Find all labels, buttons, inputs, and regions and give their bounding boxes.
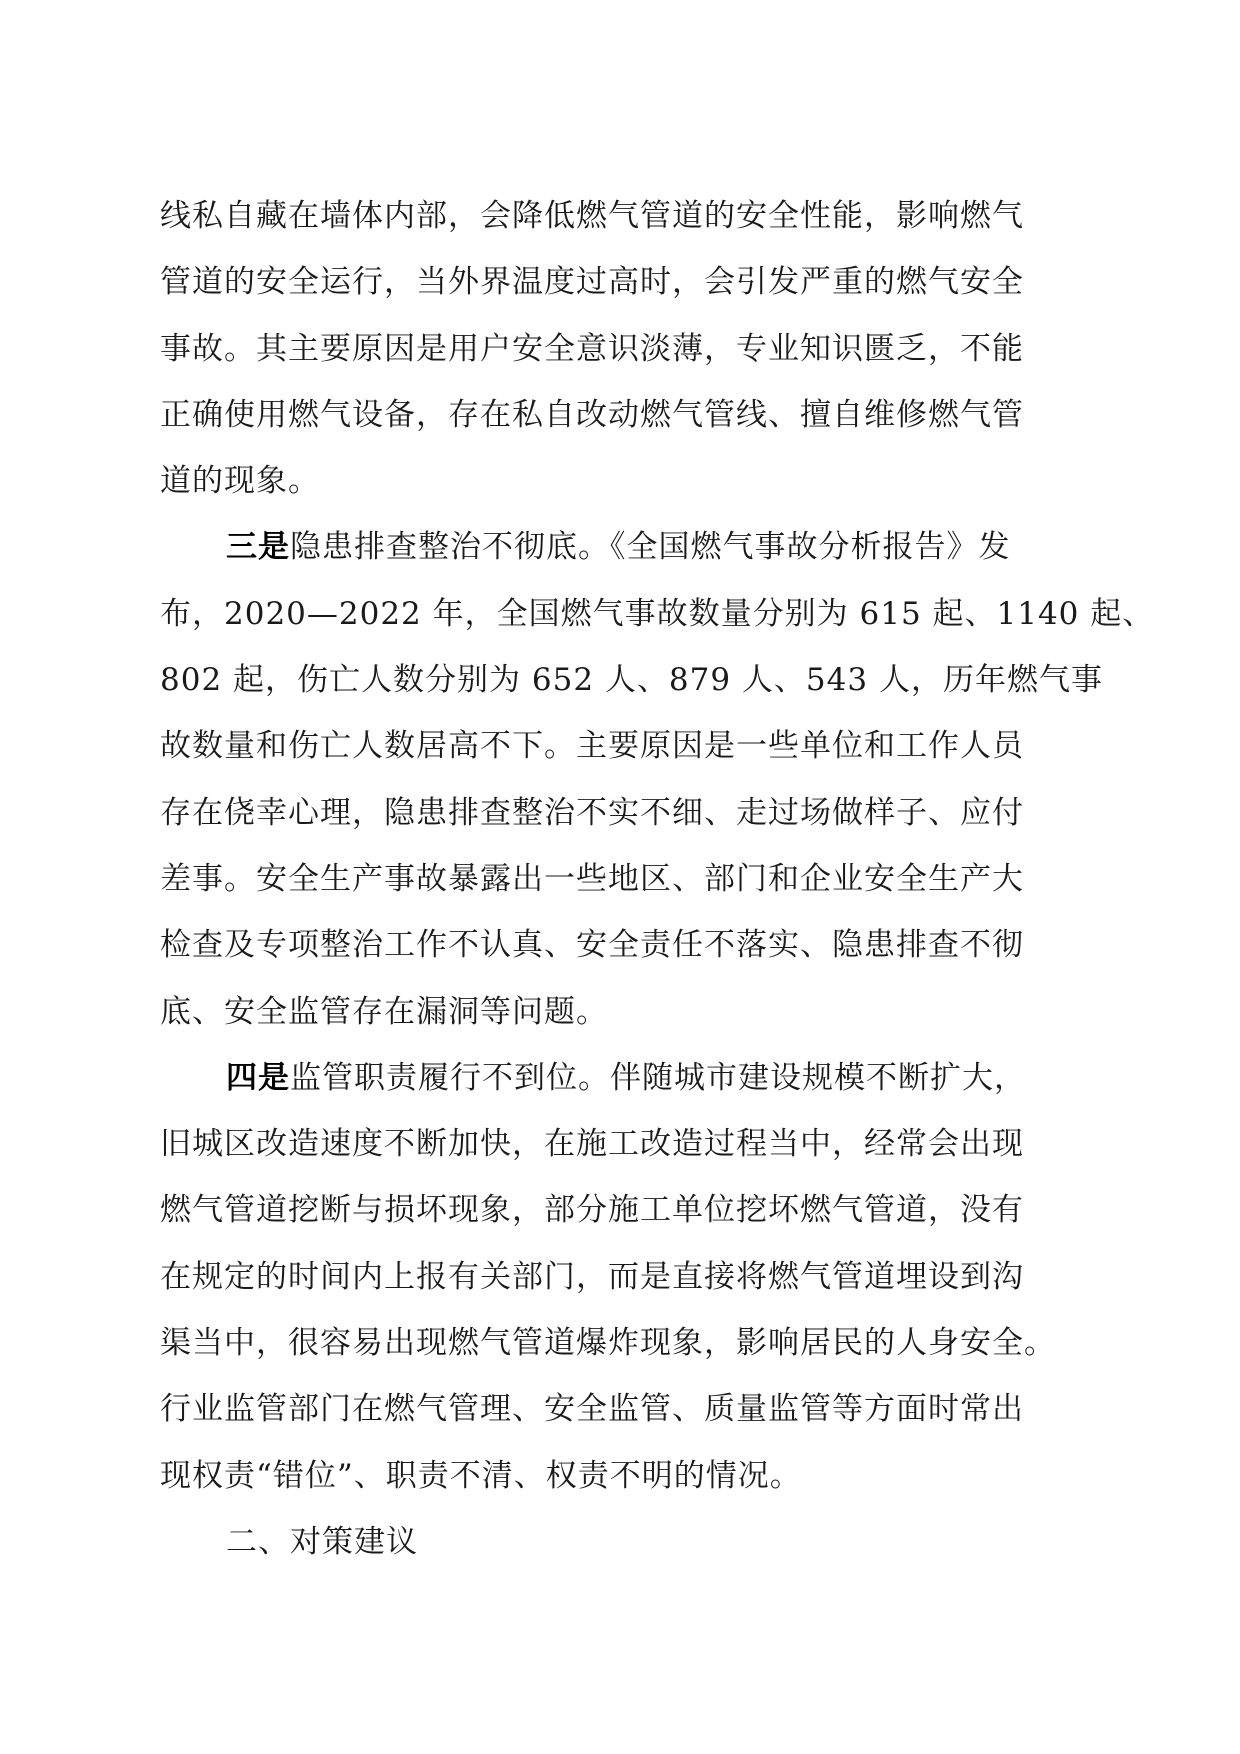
paragraph-line: 故数量和伤亡人数居高不下。主要原因是一些单位和工作人员 <box>160 728 1024 765</box>
paragraph-three-first-line <box>160 514 1120 580</box>
paragraph-three-first-line-text: 隐患排查整治不彻底。《全国燃气事故分析报告》发 <box>290 529 1011 566</box>
paragraph-line: 现权责“错位”、职责不清、权责不明的情况。 <box>160 1457 802 1494</box>
section-heading: 二、对策建议 <box>226 1523 418 1560</box>
paragraph-line: 行业监管部门在燃气管理、安全监管、质量监管等方面时常出 <box>160 1391 1024 1428</box>
paragraph-line: 旧城区改造速度不断加快，在施工改造过程当中，经常会出现 <box>160 1126 1024 1163</box>
paragraph-line: 正确使用燃气设备，存在私自改动燃气管线、擅自维修燃气管 <box>160 396 1024 433</box>
paragraph-line: 检查及专项整治工作不认真、安全责任不落实、隐患排查不彻 <box>160 927 1024 964</box>
paragraph-three-lead: 三是 <box>226 529 290 566</box>
paragraph-line: 布，2020—2022 年，全国燃气事故数量分别为 615 起、1140 起、 <box>160 595 1155 632</box>
paragraph-line: 差事。安全生产事故暴露出一些地区、部门和企业安全生产大 <box>160 860 1024 897</box>
paragraph-line: 存在侥幸心理，隐患排查整治不实不细、走过场做样子、应付 <box>160 794 1024 831</box>
paragraph-line: 渠当中，很容易出现燃气管道爆炸现象，影响居民的人身安全。 <box>160 1325 1056 1362</box>
paragraph-line: 管道的安全运行，当外界温度过高时，会引发严重的燃气安全 <box>160 264 1024 301</box>
paragraph-four-lead: 四是 <box>226 1059 290 1096</box>
paragraph-four-first-line <box>160 1045 1120 1111</box>
paragraph-line: 在规定的时间内上报有关部门，而是直接将燃气管道埋设到沟 <box>160 1258 1024 1295</box>
paragraph-line: 底、安全监管存在漏洞等问题。 <box>160 993 608 1030</box>
paragraph-line: 燃气管道挖断与损坏现象，部分施工单位挖坏燃气管道，没有 <box>160 1192 1024 1229</box>
paragraph-line: 道的现象。 <box>160 463 320 500</box>
paragraph-four-first-line-text: 监管职责履行不到位。伴随城市建设规模不断扩大， <box>290 1059 1026 1096</box>
paragraph-line: 事故。其主要原因是用户安全意识淡薄，专业知识匮乏，不能 <box>160 330 1024 367</box>
paragraph-line: 802 起，伤亡人数分别为 652 人、879 人、543 人，历年燃气事 <box>160 662 1103 699</box>
body-text <box>160 183 1155 1575</box>
paragraph-line: 线私自藏在墙体内部，会降低燃气管道的安全性能，影响燃气 <box>160 198 1024 234</box>
